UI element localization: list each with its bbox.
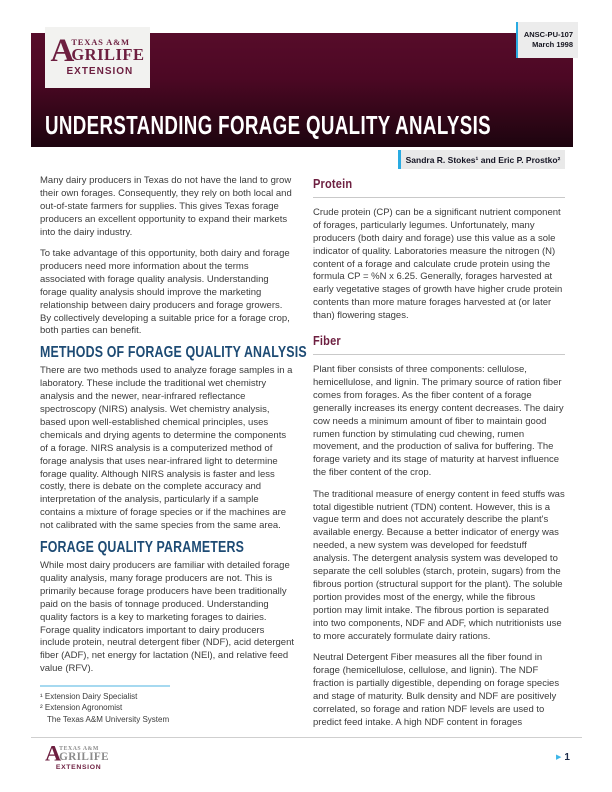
fiber-paragraph: Plant fiber consists of three components: cellulose, hemicellulose, and lignin. The primary source of ration fiber comes from forages. As the fiber content of a forage generally increases its energy content decreases. The dairy cow needs a minimum amount of fiber to maintain good rumen function by stimulating cud chewing, rumen movement, and the production of saliva for buffering. The forage variety and its stage of maturity at harvest influence the fiber content of the crop. <box>313 363 564 479</box>
section-heading-parameters: FORAGE QUALITY PARAMETERS <box>40 539 245 557</box>
page-title <box>45 110 612 141</box>
footnote-affiliation: The Texas A&M University System <box>47 714 170 724</box>
footnote-1: ¹ Extension Dairy Specialist <box>40 691 138 701</box>
subsection-heading-fiber: Fiber <box>313 335 565 355</box>
publication-date: March 1998 <box>532 40 573 49</box>
left-column <box>40 175 307 725</box>
page-marker-icon: ▶ <box>556 753 562 761</box>
authors-text: Sandra R. Stokes¹ and Eric P. Prostko² <box>405 154 561 165</box>
agrilife-logo <box>50 33 145 77</box>
footnote-2: ² Extension Agronomist <box>40 703 123 713</box>
fiber-paragraph: The traditional measure of energy content in feed stuffs was total digestible nutrient (TDN) content. However, this is a vague term and does not accurately describe the plant's available energy. Because a better indicator of energy was needed, a new system was developed for feedstuff analysis. The detergent analysis system was developed to separate the cell solubles (starch, protein, sugars) from the fibrous portion (structural support for the plant). The soluble portion provides most of the energy, while the fibrous portion may limit intake. The fibrous portion is separated into two components, NDF and ADF, which nutritionists use to more accurately formulate dairy rations. <box>313 488 565 642</box>
footnotes <box>40 685 296 726</box>
intro-paragraph: To take advantage of this opportunity, both dairy and forage producers need more information about the terms associated with forage quality analysis. Understanding forage quality analysis should improve the marketing relationship between dairy producers and forage growers. By collectively developing a suitable price for a forage crop, both parties can benefit. <box>40 248 290 337</box>
publication-badge <box>516 22 578 58</box>
section-heading-methods: METHODS OF FORAGE QUALITY ANALYSIS <box>40 344 307 362</box>
logo-stack <box>59 745 109 762</box>
agrilife-logo-box <box>45 27 150 88</box>
logo-texas-am-text: TEXAS A&M <box>59 744 99 752</box>
logo-texas-am-text: TEXAS A&M <box>71 37 130 48</box>
parameters-paragraph: While most dairy producers are familiar with detailed forage quality analysis, many forage producers are not. This is primarily because forage producers have been traditionally paid on the basis of tonnage produced. Understanding quality factors is a key to marketing forages to dairies. Forage quality indicators important to dairy producers include protein, neutral detergent fiber (NDF), acid detergent fiber (ADF), net energy for lactation (NEl), and relative feed value (RFV). <box>40 559 294 675</box>
intro-paragraph: Many dairy producers in Texas do not have the land to grow their own forages. Consequently, they rely on both local and out-of-state farmers for supplies. This gives Texas forage producers an excellent opportunity to expand their markets into the dairy industry. <box>40 175 292 238</box>
right-column <box>313 178 565 738</box>
logo-letter-a: A <box>45 741 61 767</box>
page-number-value: 1 <box>564 752 570 763</box>
footer-divider <box>31 737 582 738</box>
logo-grilife-text: GRILIFE <box>71 44 145 64</box>
logo-extension-text: EXTENSION <box>66 65 134 77</box>
logo-stack <box>71 38 144 63</box>
logo-grilife-text: GRILIFE <box>59 749 109 763</box>
logo-letter-a: A <box>50 33 74 70</box>
fiber-paragraph: Neutral Detergent Fiber measures all the fiber found in forage (hemicellulose, cellulose, and lignin). The NDF fraction is partially digestible, depending on forage species and stage of maturity. Bulk density and NDF are positively correlated, so forage and ration NDF levels are used to predict feed intake. A high NDF content in forages <box>313 652 560 728</box>
agrilife-logo-row <box>50 33 145 70</box>
agrilife-logo <box>45 741 109 771</box>
methods-paragraph: There are two methods used to analyze forage samples in a laboratory. These include the traditional wet chemistry analysis and the newer, near-infrared reflectance spectroscopy (NIRS) analysis. Wet chemistry analysis, based upon well-established chemical principles, uses chemicals and drying agents to determine the components of a forage. NIRS analysis is a computerized method of forage analysis that uses near-infrared light to determine forage quality. Although NIRS analysis is faster and less costly, there is debate on the complete accuracy and interpretation of the analysis, particularly if a sample contains a mixture of forage species or if the machines are not calibrated with the same species from the same area. <box>40 365 293 532</box>
logo-extension-text: EXTENSION <box>55 763 102 771</box>
footnote-divider <box>40 685 170 687</box>
subsection-heading-protein: Protein <box>313 178 565 198</box>
page-number <box>556 752 570 763</box>
protein-paragraph: Crude protein (CP) can be a significant nutrient component of forages, particularly legumes. Unfortunately, many producers (both dairy and forage) use this value as a sole indicator of quality. Laboratories measure the nitrogen (N) content of a forage and calculate crude protein using the formula CP = %N x 6.25. Generally, forages harvested at early vegetative stages of growth have higher crude protein contents than more mature forages harvested at (or later than) flowering stages. <box>313 206 563 322</box>
agrilife-footer-logo <box>45 741 109 772</box>
authors-box <box>398 150 565 169</box>
publication-id: ANSC-PU-107 <box>523 30 573 39</box>
page-title-text: UNDERSTANDING FORAGE QUALITY ANALYSIS <box>45 110 491 140</box>
